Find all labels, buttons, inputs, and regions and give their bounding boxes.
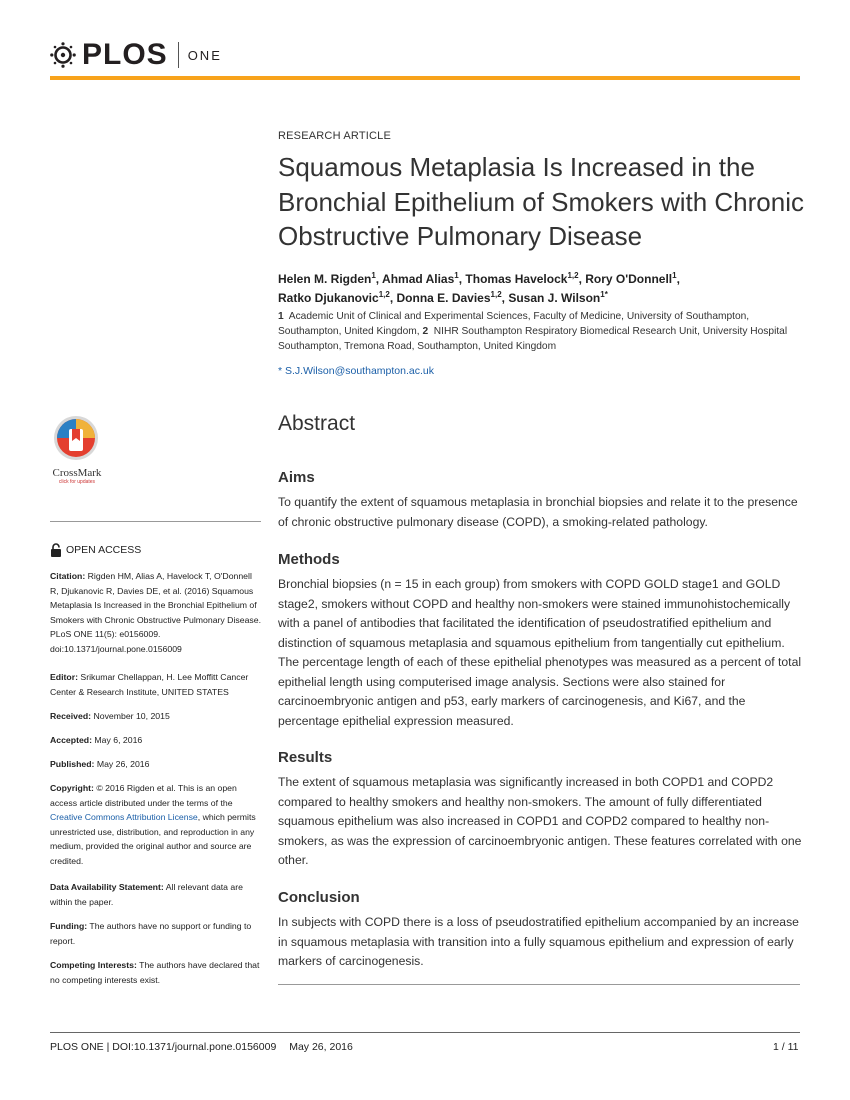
competing-interests: Competing Interests: The authors have declared that no competing interests exist.	[50, 960, 260, 985]
footer-date: May 26, 2016	[289, 1041, 353, 1053]
journal-suffix: ONE	[187, 47, 222, 63]
section-heading-conclusion: Conclusion	[278, 889, 360, 906]
header-rule	[50, 76, 800, 80]
author[interactable]: Rory O'Donnell$^1$	[585, 271, 677, 286]
affiliations	[278, 309, 803, 354]
section-heading-methods: Methods	[278, 551, 340, 568]
published-date: Published: May 26, 2016	[50, 759, 150, 769]
author[interactable]: Helen M. Rigden$^1$	[278, 271, 376, 286]
open-access-label: OPEN ACCESS	[66, 544, 142, 556]
journal-name: PLOS	[82, 38, 168, 71]
section-heading-results: Results	[278, 749, 333, 766]
data-availability: Data Availability Statement: All relevant data are within the paper.	[50, 882, 243, 907]
footer-citation	[50, 1041, 353, 1053]
journal-logo[interactable]	[50, 38, 222, 72]
open-access-badge	[50, 543, 141, 557]
author[interactable]: Susan J. Wilson$^{1*}$	[508, 290, 608, 305]
article-type: RESEARCH ARTICLE	[278, 130, 392, 142]
accepted-date: Accepted: May 6, 2016	[50, 735, 143, 745]
sidebar-divider	[50, 521, 261, 522]
crossmark-sublabel: click for updates	[58, 479, 96, 485]
plos-logo-icon	[50, 42, 76, 68]
section-heading-aims: Aims	[278, 469, 315, 486]
article-title: Squamous Metaplasia Is Increased in the Bronchial Epithelium of Smokers with Chronic Obstructive Pulmonary Disease	[278, 152, 804, 251]
crossmark-icon	[48, 415, 110, 465]
page-number: 1 / 11	[773, 1041, 799, 1053]
affiliation-number: 2	[422, 326, 429, 337]
footer-journal-doi: PLOS ONE | DOI:10.1371/journal.pone.0156009	[50, 1041, 277, 1053]
footer-rule	[50, 1032, 800, 1033]
abstract-divider	[278, 984, 800, 985]
corresponding-email-link[interactable]: * S.J.Wilson@southampton.ac.uk	[278, 365, 434, 377]
editor: Editor: Srikumar Chellappan, H. Lee Moffitt Cancer Center & Research Institute, UNITED STATES	[50, 672, 249, 697]
author[interactable]: Ratko Djukanovic$^{1,2}$	[278, 290, 390, 305]
author[interactable]: Ahmad Alias$^1$	[382, 271, 459, 286]
funding: Funding: The authors have no support or funding to report.	[50, 921, 252, 946]
section-text-aims: To quantify the extent of squamous metaplasia in bronchial biopsies and relate it to the presence of chronic obstructive pulmonary disease (COPD), a smoking-related pathology.	[278, 495, 798, 529]
logo-divider	[178, 42, 179, 68]
affiliation-text: Academic Unit of Clinical and Experimental Sciences, Faculty of Medicine, University of Southampton, Southampton, United Kingdom,	[278, 311, 750, 337]
section-text-methods: Bronchial biopsies (n = 15 in each group) from smokers with COPD GOLD stage1 and GOLD stage2, smokers without COPD and healthy non-smokers were stained immunohistochemically with a panel of antibodies that facilitated the identification of pseudostratified epithelium and distinction of squamous metaplasia and squamous epithelium from tangentially cut epithelium. The percentage length of each of these epithelial phenotypes was measured as a percent of total epithelial length using computerised image analysis. Sections were also stained for carcinoembryonic antigen and p53, early markers of carcinogenesis, and Ki67, and the percentage epithelial expression measured.	[278, 577, 802, 728]
citation: Citation: Rigden HM, Alias A, Havelock T, O'Donnell R, Djukanovic R, Davies DE, et al. (2016) Squamous Metaplasia Is Increased in the Bronchial Epithelium of Smokers with Chronic Obstructive Pulmonary Disease. PLoS ONE 11(5): e0156009. doi:10.1371/journal.pone.0156009	[50, 571, 261, 654]
author[interactable]: Donna E. Davies$^{1,2}$	[396, 290, 502, 305]
author-list: Helen M. Rigden$^1$, Ahmad Alias$^1$, Thomas Havelock$^{1,2}$, Rory O'Donnell$^1$, Ratko Djukanovic$^{1,2}$, Donna E. Davies$^{1,2}$, Susan J. Wilson$^{1*}$	[278, 271, 680, 305]
license-link[interactable]: Creative Commons Attribution License	[50, 812, 198, 823]
affiliation-text: NIHR Southampton Respiratory Biomedical Research Unit, University Hospital Southampton, Tremona Road, Southampton, United Kingdom	[278, 326, 788, 352]
affiliation-number: 1	[278, 311, 284, 322]
section-text-conclusion: In subjects with COPD there is a loss of pseudostratified epithelium accompanied by an increase in squamous metaplasia with transition into a fully squamous epithelium and expression of early markers of carcinogenesis.	[278, 915, 799, 968]
crossmark-label: CrossMark	[52, 467, 102, 479]
abstract-heading: Abstract	[278, 412, 356, 435]
copyright: Copyright: © 2016 Rigden et al. This is an open access article distributed under the terms of the Creative Commons Attribution License, which permits unrestricted use, distribution, and reproduction in any medium, provided the original author and source are credited.	[50, 783, 256, 866]
section-text-results: The extent of squamous metaplasia was significantly increased in both COPD1 and COPD2 compared to healthy smokers and healthy non-smokers. The amount of fully differentiated squamous epithelium was also increased in COPD1 and COPD2 compared to healthy non-smokers, as was the expression of carcinoembryonic antigen. These features correlated with one other.	[278, 775, 802, 867]
crossmark-badge[interactable]	[48, 415, 110, 485]
author[interactable]: Thomas Havelock$^{1,2}$	[465, 271, 579, 286]
open-lock-icon	[50, 543, 62, 557]
received-date: Received: November 10, 2015	[50, 711, 170, 721]
